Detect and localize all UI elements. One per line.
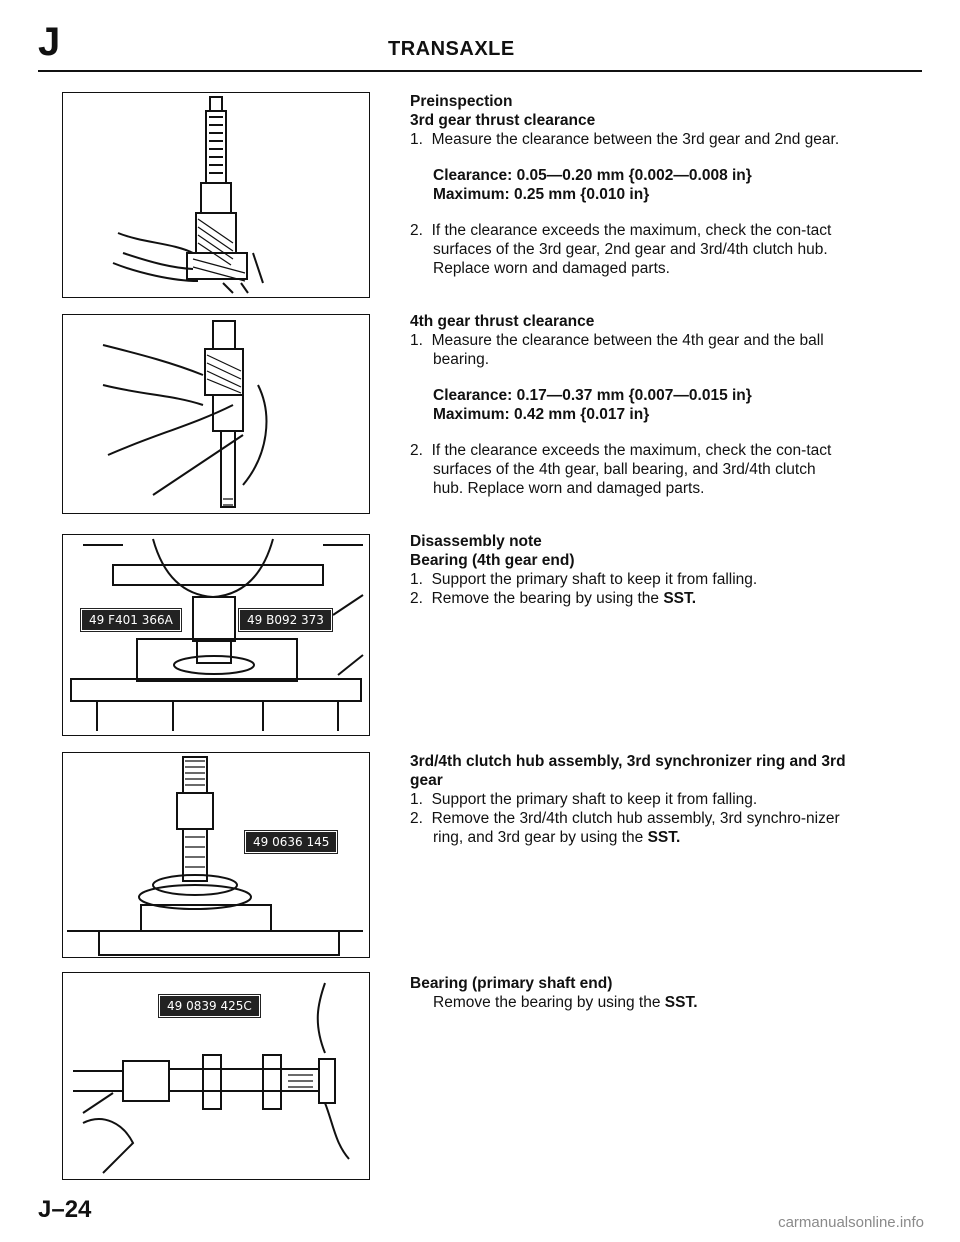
fourth-gear-spec: Clearance: 0.17—0.37 mm {0.007—0.015 in} Maximum: 0.42 mm {0.017 in}	[433, 387, 752, 423]
sst-tag: 49 B092 373	[239, 609, 332, 631]
figure-bearing-primary-shaft-end	[62, 972, 370, 1180]
figure-4th-gear-clearance	[62, 314, 370, 514]
disassembly-heading: Disassembly note	[410, 533, 542, 550]
sst-tag: 49 0636 145	[245, 831, 337, 853]
clutch-hub-press-illustration	[63, 753, 369, 957]
clutch-hub-step-1: 1. Support the primary shaft to keep it from falling.	[410, 791, 758, 808]
bearing-primary-text: Remove the bearing by using the SST.	[433, 994, 698, 1011]
feeler-gauge-illustration	[63, 315, 369, 513]
figure-bearing-4th-gear-end	[62, 534, 370, 736]
fourth-gear-title: 4th gear thrust clearance	[410, 313, 595, 330]
sst-tag: 49 0839 425C	[159, 995, 260, 1017]
third-gear-step-2: 2. If the clearance exceeds the maximum, check the con-tact surfaces of the 3rd gear, 2nd gear and 3rd/4th clutch hub. Replace worn and damaged parts.	[410, 222, 832, 277]
bearing-4th-step-1: 1. Support the primary shaft to keep it from falling.	[410, 571, 758, 588]
bearing-4th-title: Bearing (4th gear end)	[410, 552, 575, 569]
fourth-gear-step-2: 2. If the clearance exceeds the maximum, check the con-tact surfaces of the 4th gear, ball bearing, and 3rd/4th clutch hub. Replace worn and damaged parts.	[410, 442, 832, 497]
figure-3rd-gear-clearance	[62, 92, 370, 298]
clutch-hub-step-2: 2. Remove the 3rd/4th clutch hub assembly, 3rd synchro-nizer ring, and 3rd gear by using the SST.	[410, 810, 840, 846]
clutch-hub-section	[410, 752, 850, 847]
preinspection-section	[410, 92, 850, 278]
page-number: J–24	[38, 1196, 92, 1223]
disassembly-section	[410, 532, 850, 608]
preinspection-heading: Preinspection	[410, 93, 513, 110]
bearing-primary-title: Bearing (primary shaft end)	[410, 975, 613, 992]
bearing-primary-section	[410, 974, 850, 1012]
third-gear-spec: Clearance: 0.05—0.20 mm {0.002—0.008 in} Maximum: 0.25 mm {0.010 in}	[433, 167, 752, 203]
page-title: TRANSAXLE	[388, 38, 515, 60]
sst-tag: 49 F401 366A	[81, 609, 181, 631]
header-rule	[38, 70, 922, 72]
fourth-gear-step-1: 1. Measure the clearance between the 4th gear and the ball bearing.	[410, 332, 824, 368]
bearing-4th-step-2: 2. Remove the bearing by using the SST.	[410, 590, 697, 607]
figure-clutch-hub-removal	[62, 752, 370, 958]
clutch-hub-title: 3rd/4th clutch hub assembly, 3rd synchronizer ring and 3rd gear	[410, 753, 846, 789]
section-letter: J	[38, 20, 61, 64]
third-gear-title: 3rd gear thrust clearance	[410, 112, 596, 129]
watermark: carmanualsonline.info	[778, 1214, 924, 1231]
third-gear-step-1: 1. Measure the clearance between the 3rd gear and 2nd gear.	[410, 131, 840, 148]
bearing-press-illustration	[63, 535, 369, 735]
fourth-gear-section	[410, 312, 850, 498]
shaft-measurement-illustration	[63, 93, 369, 297]
